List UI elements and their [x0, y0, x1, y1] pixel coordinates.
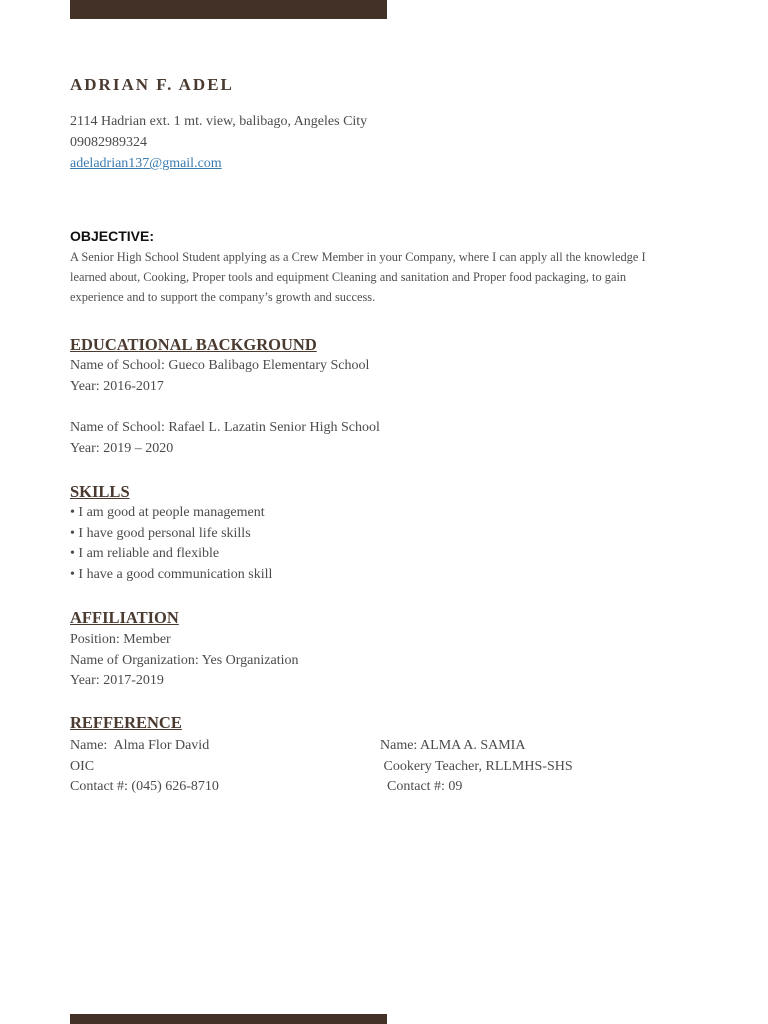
- reference-left: [70, 736, 219, 798]
- skills-list: [70, 503, 272, 585]
- education-entry-2: [70, 418, 380, 459]
- bottom-decorative-bar: [70, 1014, 387, 1024]
- contact-info: [70, 111, 367, 174]
- skills-heading: SKILLS: [70, 482, 130, 501]
- affiliation-organization: Name of Organization: Yes Organization: [70, 652, 299, 668]
- applicant-name: ADRIAN F. ADEL: [70, 75, 234, 94]
- school-year: Year: 2019 – 2020: [70, 440, 174, 456]
- affiliation-year: Year: 2017-2019: [70, 673, 164, 688]
- education-heading: EDUCATIONAL BACKGROUND: [70, 335, 317, 354]
- reference-contact: Contact #: (045) 626-8710: [70, 779, 219, 794]
- education-entry-1: [70, 356, 369, 397]
- reference-right: [380, 736, 573, 798]
- affiliation-heading: AFFILIATION: [70, 608, 179, 627]
- school-year: Year: 2016-2017: [70, 378, 164, 394]
- school-name: Name of School: Gueco Balibago Elementary School: [70, 358, 370, 373]
- reference-name: Name: ALMA A. SAMIA: [380, 738, 526, 753]
- skill-item: • I am good at people management: [70, 505, 265, 520]
- top-decorative-bar: [70, 0, 387, 19]
- reference-role: OIC: [70, 758, 95, 774]
- skill-item: • I am reliable and flexible: [70, 546, 220, 561]
- phone-text: 09082989324: [70, 135, 147, 150]
- affiliation-details: [70, 630, 299, 692]
- skill-item: • I have good personal life skills: [70, 525, 251, 541]
- objective-heading: OBJECTIVE:: [70, 228, 155, 244]
- reference-contact: Contact #: 09: [380, 779, 463, 794]
- reference-role: Cookery Teacher, RLLMHS-SHS: [380, 758, 573, 774]
- school-name: Name of School: Rafael L. Lazatin Senior High School: [70, 420, 380, 435]
- address-text: 2114 Hadrian ext. 1 mt. view, balibago, Angeles City: [70, 114, 368, 129]
- objective-text: A Senior High School Student applying as a Crew Member in your Company, where I can apply all the knowledge I learned about, Cooking, Proper tools and equipment Cleaning and sanitation and Proper food packaging, to gain experience and to support the company’s growth and success.: [70, 250, 646, 304]
- reference-heading: REFFERENCE: [70, 713, 182, 732]
- email-link[interactable]: adeladrian137@gmail.com: [70, 156, 222, 171]
- reference-name: Name: Alma Flor David: [70, 738, 210, 753]
- affiliation-position: Position: Member: [70, 632, 171, 647]
- skill-item: • I have a good communication skill: [70, 566, 273, 582]
